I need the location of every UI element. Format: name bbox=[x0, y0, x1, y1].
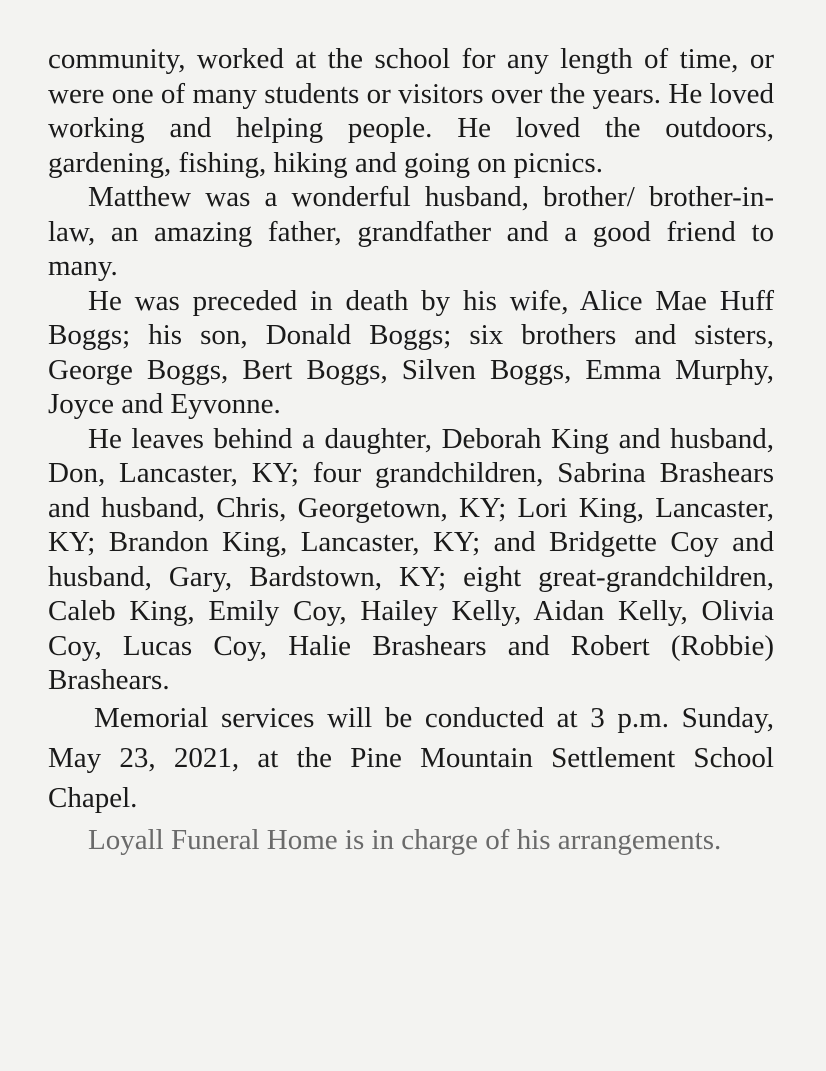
paragraph-survivors: He leaves behind a daughter, Deborah King and husband, Don, Lancaster, KY; four grandchildren, Sabrina Brashears and husband, Chris, Georgetown, KY; Lori King, Lancaster, KY; Brandon King, Lancaster, KY; and Bridgette Coy and husband, Gary, Bardstown, KY; eight great-grandchildren, Caleb King, Emily Coy, Hailey Kelly, Aidan Kelly, Olivia Coy, Lucas Coy, Halie Brashears and Robert (Robbie) Brashears. bbox=[48, 422, 774, 696]
obituary-text bbox=[48, 42, 774, 860]
paragraph-husband: Matthew was a wonderful husband, brother/ brother-in-law, an amazing father, grandfather and a good friend to many. bbox=[48, 181, 774, 282]
paragraph-community: community, worked at the school for any length of time, or were one of many students or visitors over the years. He loved working and helping people. He loved the outdoors, gardening, fishing, hiking and going on picnics. bbox=[48, 43, 774, 179]
paragraph-preceded: He was preceded in death by his wife, Alice Mae Huff Boggs; his son, Donald Boggs; six brothers and sisters, George Boggs, Bert Boggs, Silven Boggs, Emma Murphy, Joyce and Eyvonne. bbox=[48, 284, 774, 420]
paragraph-funeral-home: Loyall Funeral Home is in charge of his arrangements. bbox=[88, 823, 722, 856]
paragraph-memorial: Memorial services will be conducted at 3 p.m. Sunday, May 23, 2021, at the Pine Mountain Settlement School Chapel. bbox=[48, 701, 774, 814]
